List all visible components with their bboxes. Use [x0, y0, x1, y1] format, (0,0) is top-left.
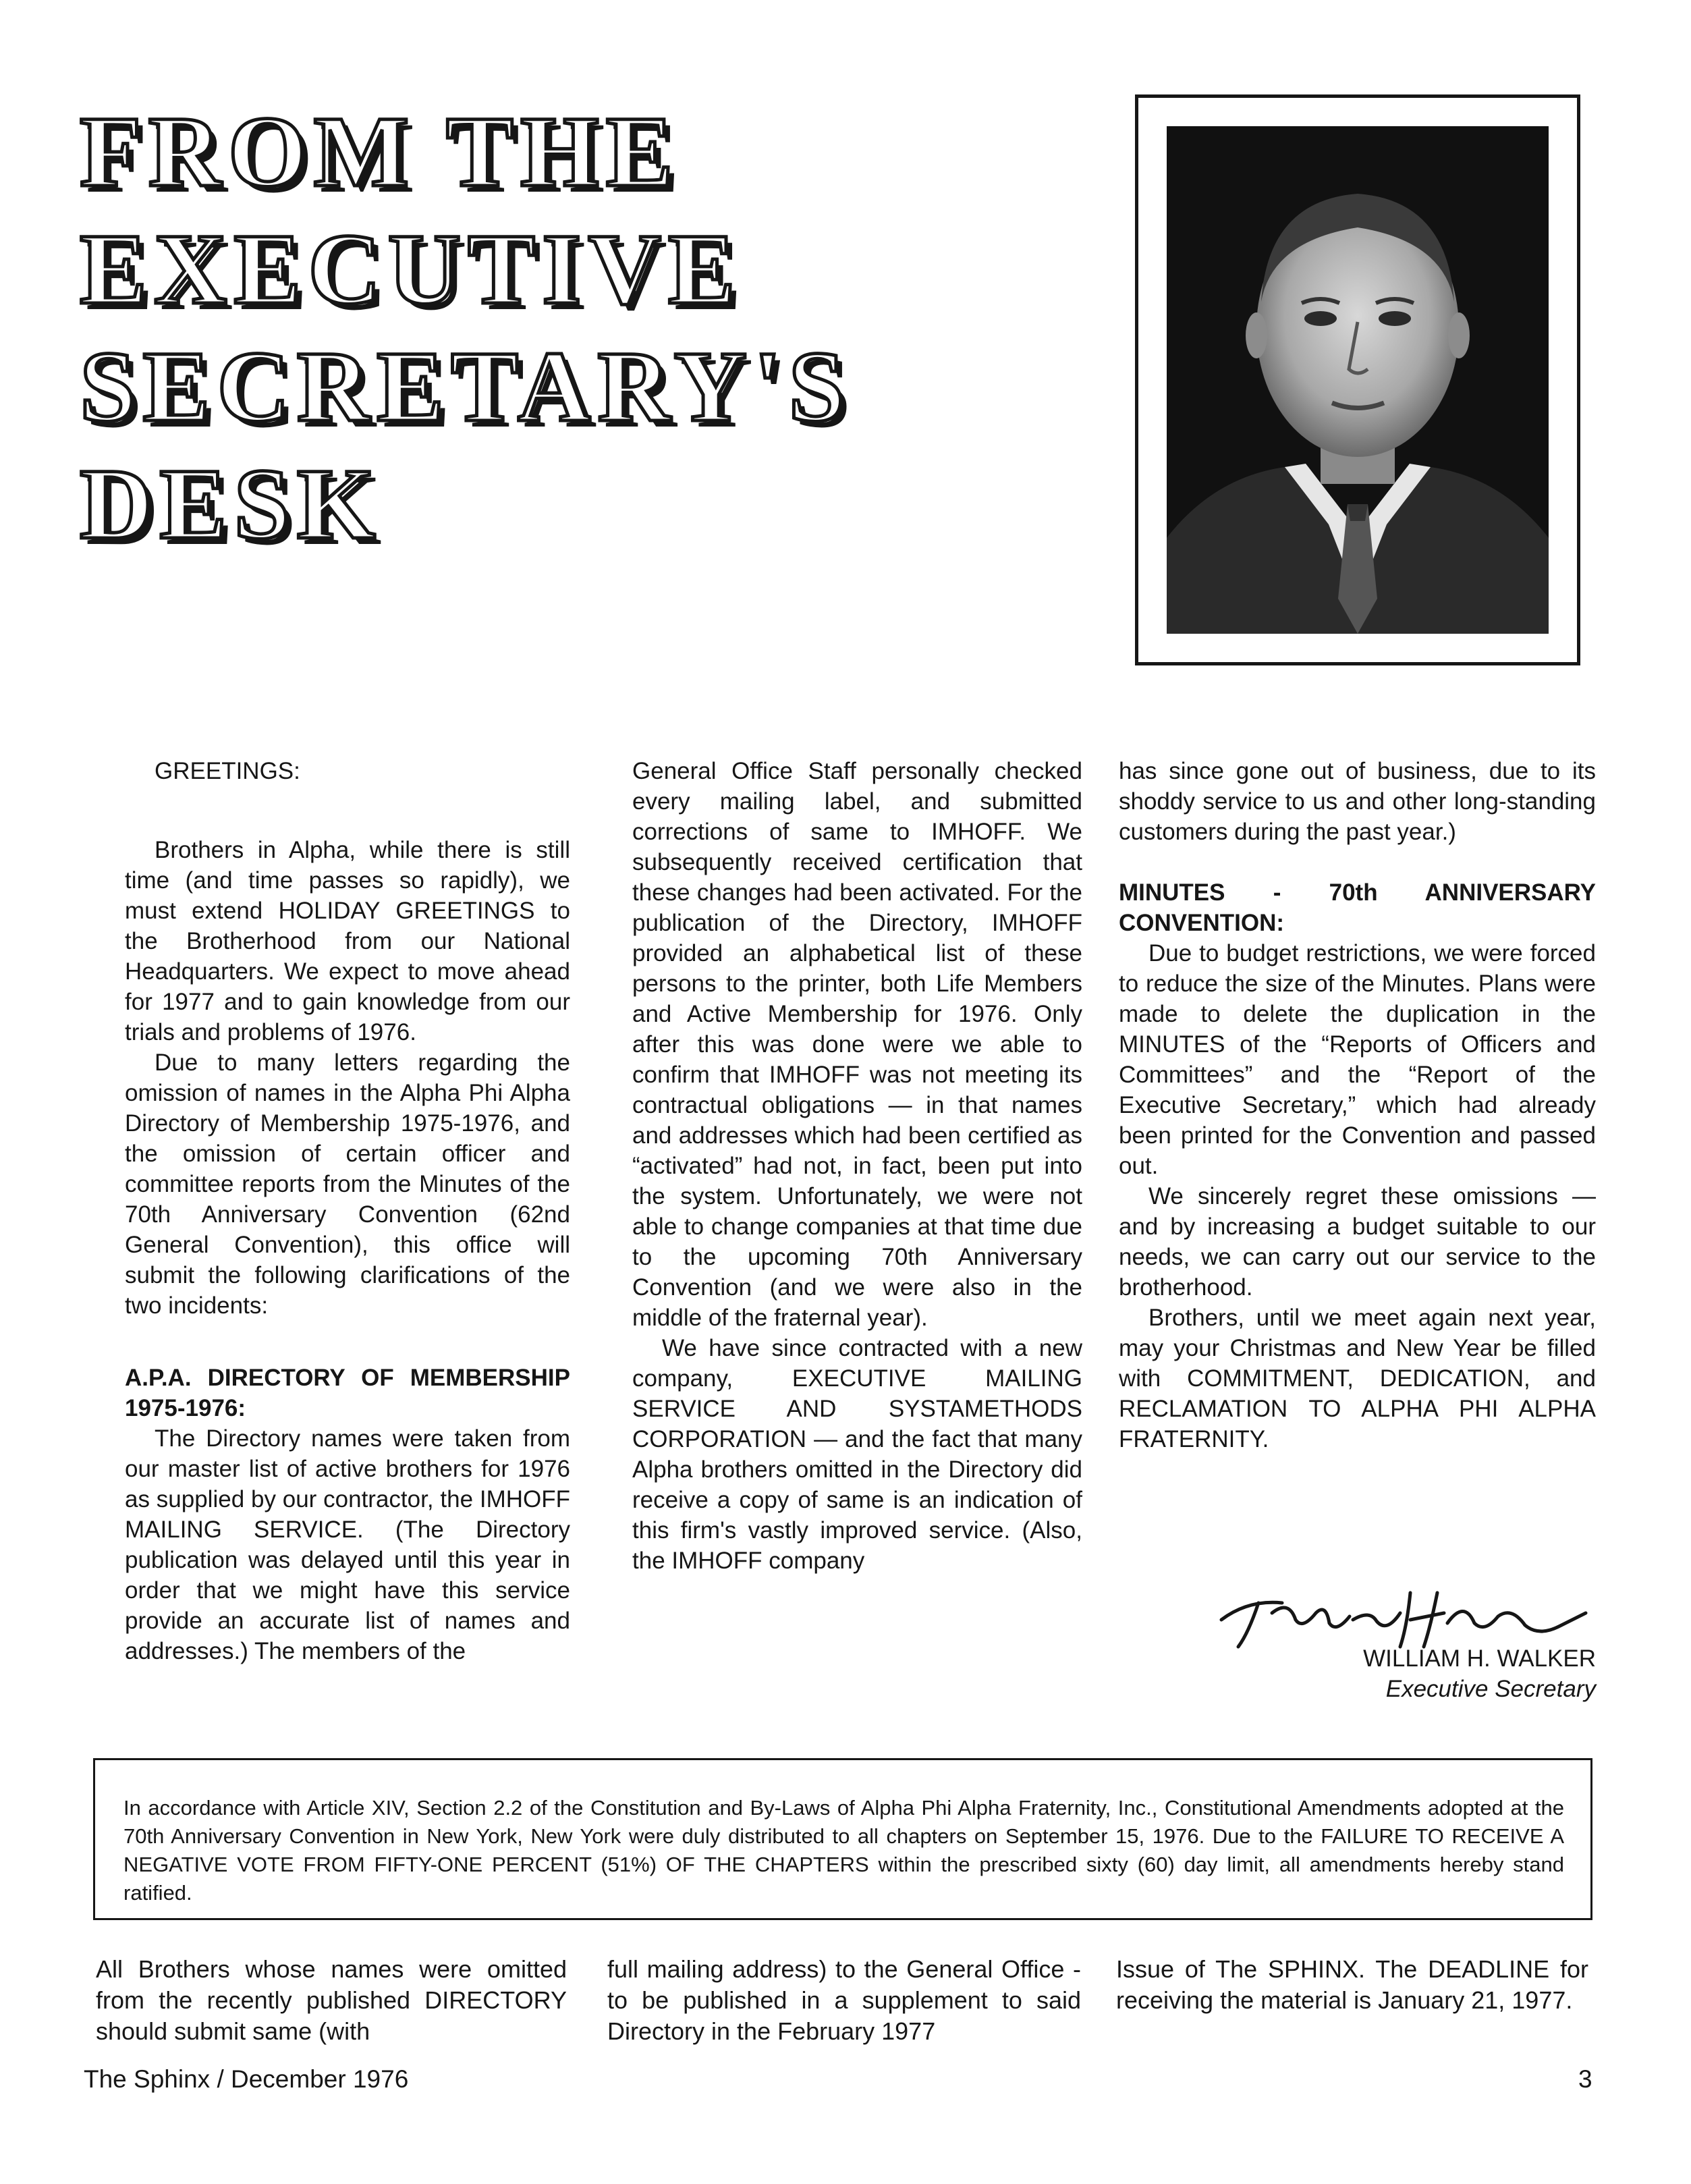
- portrait-photo: [1167, 126, 1549, 634]
- paragraph: Due to many letters regarding the omission of names in the Alpha Phi Alpha Directory of Membership 1975-1976, and the omission of certain officer and committee reports from the Minutes of the 70th Anniversary Convention (62nd General Convention), this office will submit the following clarifications of the two incidents:: [125, 1049, 570, 1319]
- paragraph: General Office Staff personally checked every mailing label, and submitted corrections of same to IMHOFF. We subsequently received certification that these changes had been activated. For the publication of the Directory, IMHOFF provided an alphabetical list of these persons to the printer, both Life Members and Active Membership for 1976. Only after this was done were we able to confirm that IMHOFF was not meeting its contractual obligations — in that names and addresses which had been certified as “activated” had not, in fact, been put into the system. Unfortunately, we were not able to change companies at that time due to the upcoming 70th Anniversary Convention (and we were also in the middle of the fraternal year).: [632, 758, 1082, 1331]
- notice-text: In accordance with Article XIV, Section 2.2 of the Constitution and By-Laws of Alpha Phi Alpha Fraternity, Inc., Constitutional Amendments adopted at the 70th Anniversary Convention in New York, New York were duly distributed to all chapters on September 15, 1976. Due to the FAILURE TO RECEIVE A NEGATIVE VOTE FROM FIFTY-ONE PERCENT (51%) OF THE CHAPTERS within the prescribed sixty (60) day limit, all amendments hereby stand ratified.: [123, 1796, 1564, 1905]
- title-line: FROM THE: [80, 96, 680, 208]
- bottom-column-3: Issue of The SPHINX. The DEADLINE for receiving the material is January 21, 1977.: [1116, 1955, 1588, 2014]
- title-line: DESK: [80, 448, 383, 560]
- title-line: SECRETARY'S: [80, 331, 852, 443]
- paragraph: The Directory names were taken from our master list of active brothers for 1976 as supplied by our contractor, the IMHOFF MAILING SERVICE. (The Directory publication was delayed until this year in order that we might have this service provide an accurate list of names and addresses.) The members of the: [125, 1425, 570, 1664]
- signature-mark: [1208, 1573, 1599, 1654]
- title-line: EXECUTIVE: [80, 213, 742, 325]
- page-number: 3: [1578, 2065, 1592, 2093]
- article-column-3: [1119, 756, 1596, 1454]
- paragraph: We sincerely regret these omissions — and by increasing a budget suitable to our needs, we can carry out our service to the brotherhood.: [1119, 1183, 1596, 1301]
- article-column-1: [125, 756, 570, 1666]
- bottom-column-1: All Brothers whose names were omitted from the recently published DIRECTORY should submit same (with: [96, 1955, 567, 2045]
- paragraph: has since gone out of business, due to its shoddy service to us and other long-standing customers during the past year.): [1119, 758, 1596, 845]
- article-column-2: [632, 756, 1082, 1576]
- section-heading: MINUTES - 70th ANNIVERSARY CONVENTION:: [1119, 879, 1596, 936]
- greeting: GREETINGS:: [155, 758, 300, 784]
- signatory-title: Executive Secretary: [1385, 1676, 1596, 1702]
- publication-footer: The Sphinx / December 1976: [84, 2065, 409, 2093]
- notice-box: [93, 1758, 1592, 1920]
- paragraph: Due to budget restrictions, we were forced to reduce the size of the Minutes. Plans were made to delete the duplication in the MINUTES of the “Reports of Officers and Committees” and the “Report of the Executive Secretary,” which had already been printed for the Convention and passed out.: [1119, 940, 1596, 1179]
- page-title: [80, 93, 852, 563]
- portrait-illustration: [1167, 126, 1549, 634]
- bottom-column-2: full mailing address) to the General Office - to be published in a supplement to said Directory in the February 1977: [607, 1955, 1081, 2045]
- paragraph: Brothers in Alpha, while there is still time (and time passes so rapidly), we must extend HOLIDAY GREETINGS to the Brotherhood from our National Headquarters. We expect to move ahead for 1977 and to gain knowledge from our trials and problems of 1976.: [125, 837, 570, 1045]
- paragraph: We have since contracted with a new company, EXECUTIVE MAILING SERVICE AND SYSTAMETHODS CORPORATION — and the fact that many Alpha brothers omitted in the Directory did receive a copy of same is an indication of this firm's vastly improved service. (Also, the IMHOFF company: [632, 1335, 1082, 1574]
- section-heading: A.P.A. DIRECTORY OF MEMBERSHIP 1975-1976:: [125, 1365, 570, 1421]
- portrait-frame: [1135, 94, 1580, 665]
- paragraph: Brothers, until we meet again next year, may your Christmas and New Year be filled with COMMITMENT, DEDICATION, and RECLAMATION TO ALPHA PHI ALPHA FRATERNITY.: [1119, 1305, 1596, 1452]
- signatory-name: WILLIAM H. WALKER: [1363, 1645, 1596, 1672]
